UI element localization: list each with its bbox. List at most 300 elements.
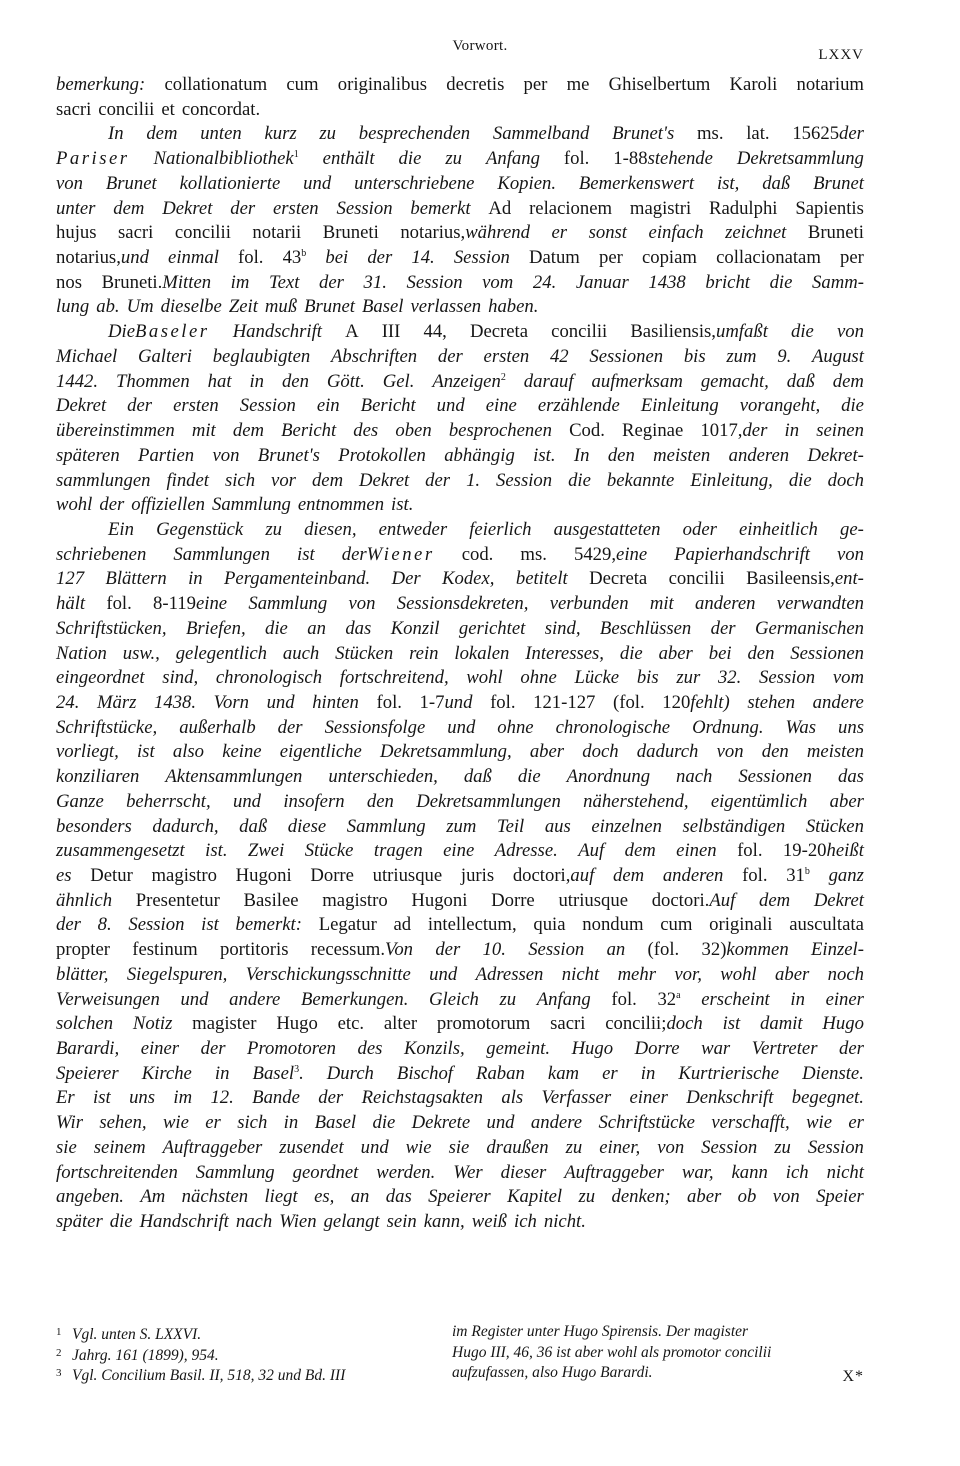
word-text: Session bbox=[453, 247, 510, 269]
text-line bbox=[56, 1136, 864, 1161]
word-text: 12. bbox=[210, 1087, 234, 1109]
word-text: sehen, bbox=[99, 1112, 147, 1134]
word-text: Session bbox=[701, 1136, 758, 1158]
word-text: hat bbox=[207, 370, 232, 392]
word-text: Der bbox=[391, 568, 421, 590]
word bbox=[469, 518, 531, 543]
word-text: der bbox=[200, 1038, 226, 1060]
word bbox=[384, 1012, 417, 1037]
word-text: in bbox=[640, 1062, 656, 1084]
word bbox=[131, 493, 205, 518]
word bbox=[304, 518, 356, 543]
word-text: des bbox=[353, 420, 379, 442]
word-text: und bbox=[180, 988, 209, 1010]
word bbox=[641, 394, 719, 419]
word-text: von bbox=[212, 444, 240, 466]
footnote-marker: b bbox=[804, 866, 810, 877]
word-text: andere bbox=[530, 1112, 583, 1134]
word bbox=[650, 592, 674, 617]
word-text: 43 bbox=[282, 247, 302, 269]
word bbox=[630, 320, 768, 345]
word-text: zu bbox=[578, 1186, 596, 1208]
word bbox=[210, 1086, 233, 1111]
word bbox=[141, 1037, 179, 1062]
word bbox=[472, 1210, 507, 1235]
word-text: er bbox=[602, 1062, 618, 1084]
text-line bbox=[56, 295, 864, 320]
word-text: Kopien. bbox=[497, 172, 557, 194]
word-text: dieselbe bbox=[160, 296, 222, 318]
word-text: 1442. bbox=[56, 370, 99, 392]
word-text: März bbox=[96, 691, 137, 713]
text-line bbox=[56, 666, 864, 691]
word bbox=[116, 370, 190, 395]
word-text: keine bbox=[222, 741, 262, 763]
word bbox=[709, 642, 732, 667]
word-text: an bbox=[350, 1186, 370, 1208]
word bbox=[676, 839, 716, 864]
word-text: per bbox=[598, 247, 623, 269]
word bbox=[56, 567, 84, 592]
word-text: festinum bbox=[132, 939, 198, 961]
word-text: Dekret bbox=[359, 469, 410, 491]
word-text: vorliegt, bbox=[56, 741, 119, 763]
word bbox=[839, 1037, 864, 1062]
text-line bbox=[56, 815, 864, 840]
word-text: Sessionen bbox=[790, 642, 864, 664]
word-text: Basiliensis, bbox=[630, 321, 716, 343]
text-line bbox=[56, 320, 864, 345]
word bbox=[447, 716, 475, 741]
word bbox=[701, 988, 770, 1013]
word bbox=[520, 666, 556, 691]
word bbox=[660, 913, 692, 938]
word bbox=[578, 839, 604, 864]
word bbox=[762, 740, 789, 765]
word-text: hält bbox=[56, 593, 86, 615]
word bbox=[397, 592, 529, 617]
text-line bbox=[56, 864, 864, 889]
word bbox=[435, 938, 460, 963]
word-text: dadurch bbox=[636, 741, 699, 763]
word bbox=[372, 1111, 395, 1136]
word bbox=[723, 1012, 741, 1037]
word-text: mit bbox=[649, 593, 674, 615]
word-text: er bbox=[551, 222, 568, 244]
word-text: Barardi, bbox=[56, 1038, 120, 1060]
word bbox=[591, 815, 662, 840]
word-text: oder bbox=[682, 518, 717, 540]
word bbox=[154, 147, 299, 172]
word bbox=[488, 197, 511, 222]
word-text: von bbox=[716, 741, 744, 763]
word bbox=[538, 394, 620, 419]
word-text: das bbox=[385, 1186, 412, 1208]
word-text: wie bbox=[405, 1136, 432, 1158]
word bbox=[391, 617, 440, 642]
word-text: Text bbox=[268, 271, 300, 293]
word-text: Schriftstücken, bbox=[56, 617, 167, 639]
word-text: ist bbox=[136, 741, 155, 763]
word-text: Brunet bbox=[105, 172, 157, 194]
word-text: Kirche bbox=[141, 1062, 192, 1084]
word-text: verlassen bbox=[410, 296, 482, 318]
word-text: 14. bbox=[411, 247, 435, 269]
word-text: Abschriften bbox=[331, 345, 418, 367]
word-text: einfach bbox=[648, 222, 704, 244]
word bbox=[231, 271, 250, 296]
word bbox=[740, 394, 820, 419]
word-text: fol. bbox=[737, 840, 763, 862]
word-text: aber bbox=[775, 963, 810, 985]
word-text: unterschieden, bbox=[328, 766, 438, 788]
text-line bbox=[56, 938, 864, 963]
word-text: zeichnet bbox=[725, 222, 787, 244]
footnote-marker: 3 bbox=[294, 1063, 300, 1075]
word-text: auch bbox=[282, 642, 320, 664]
word bbox=[318, 1086, 343, 1111]
word bbox=[802, 1062, 864, 1087]
word-text: zu bbox=[445, 148, 462, 170]
text-line bbox=[56, 394, 864, 419]
word-text: der bbox=[838, 1038, 864, 1060]
word bbox=[726, 345, 756, 370]
word bbox=[729, 444, 790, 469]
word bbox=[201, 1037, 226, 1062]
word bbox=[126, 790, 211, 815]
word bbox=[530, 740, 564, 765]
word bbox=[362, 1086, 483, 1111]
word-text: die bbox=[769, 271, 793, 293]
word bbox=[113, 197, 144, 222]
word-text: originali bbox=[709, 914, 773, 936]
word bbox=[222, 740, 261, 765]
word-text: meisten bbox=[653, 444, 711, 466]
word-text: doctori. bbox=[651, 889, 710, 911]
word-text: Gleich bbox=[429, 988, 479, 1010]
word bbox=[303, 172, 331, 197]
word-text: Teil bbox=[496, 815, 525, 837]
word-text: einzelnen bbox=[591, 815, 662, 837]
text-line bbox=[56, 419, 864, 444]
word-text: Dekret- bbox=[807, 444, 864, 466]
word-text: der bbox=[437, 345, 463, 367]
word-text: gerichtet bbox=[458, 617, 526, 639]
word-text: tragen bbox=[373, 840, 423, 862]
word-text: lat. bbox=[746, 123, 770, 145]
word bbox=[118, 221, 153, 246]
text-line bbox=[56, 1012, 864, 1037]
word bbox=[56, 1012, 113, 1037]
text-line bbox=[56, 98, 864, 123]
word bbox=[179, 716, 255, 741]
word bbox=[110, 1210, 133, 1235]
word bbox=[56, 1136, 77, 1161]
word bbox=[684, 345, 706, 370]
word-text: cod. bbox=[461, 543, 494, 565]
word bbox=[152, 864, 217, 889]
word bbox=[676, 666, 700, 691]
word-text: in bbox=[784, 420, 800, 442]
word bbox=[213, 345, 311, 370]
word-text: Galteri bbox=[137, 345, 192, 367]
word-text: der bbox=[710, 617, 736, 639]
word-text: feierlich bbox=[469, 518, 532, 540]
word-text: insofern bbox=[283, 790, 345, 812]
word-text: III bbox=[381, 321, 401, 343]
word-text: dem bbox=[613, 865, 645, 886]
text-line bbox=[56, 271, 864, 296]
word bbox=[682, 815, 785, 840]
word-fragment: und bbox=[444, 691, 473, 713]
word bbox=[233, 419, 264, 444]
word-text: ms. bbox=[520, 543, 547, 565]
word-text: Germanischen bbox=[754, 617, 864, 639]
word-text: 8-119 bbox=[153, 593, 196, 615]
word-text: Aktensammlungen bbox=[165, 766, 303, 788]
word-text: per bbox=[840, 247, 864, 269]
word-text: Brunet bbox=[813, 172, 864, 194]
word bbox=[264, 122, 296, 147]
word-text: Nation bbox=[56, 642, 107, 664]
word bbox=[56, 592, 85, 617]
word-text: concordat. bbox=[181, 98, 261, 120]
word bbox=[236, 1210, 272, 1235]
word-text: Pariser bbox=[56, 148, 130, 170]
word-text: juris bbox=[460, 865, 495, 886]
word-text: concilii bbox=[668, 568, 725, 590]
word bbox=[652, 889, 736, 914]
word-text: hinten bbox=[312, 691, 359, 713]
word-text: von bbox=[772, 1186, 800, 1208]
word bbox=[829, 864, 864, 889]
word bbox=[293, 1161, 359, 1186]
word bbox=[212, 444, 239, 469]
word bbox=[690, 469, 773, 494]
word-text: bis bbox=[636, 667, 659, 689]
word bbox=[325, 716, 426, 741]
word-text: vom bbox=[832, 667, 864, 689]
word-text: cum bbox=[286, 74, 319, 95]
word bbox=[717, 172, 739, 197]
word-text: concilii bbox=[551, 321, 608, 343]
word-text: ich bbox=[514, 1211, 537, 1233]
word-text: sind, bbox=[162, 667, 199, 689]
word bbox=[682, 1161, 714, 1186]
word-text: aber bbox=[829, 790, 864, 812]
word bbox=[358, 1037, 383, 1062]
word-text: decretis bbox=[446, 74, 505, 95]
word bbox=[108, 122, 124, 147]
word-text: Anordnung bbox=[566, 766, 651, 788]
word-text: Konzil bbox=[390, 617, 440, 639]
word-text: diesen, bbox=[304, 518, 357, 540]
word bbox=[669, 567, 725, 592]
word-fragment: fehlt) bbox=[690, 691, 730, 713]
word bbox=[657, 1136, 684, 1161]
footnote-marker: 2 bbox=[500, 371, 506, 383]
word-text: quia bbox=[533, 914, 566, 936]
word-text: Adresse. bbox=[494, 840, 558, 862]
word bbox=[837, 543, 864, 568]
word-text: Beschlüssen bbox=[599, 617, 692, 639]
word bbox=[229, 295, 258, 320]
word bbox=[711, 1111, 789, 1136]
word-fragment: eine bbox=[195, 593, 228, 615]
word bbox=[491, 889, 535, 914]
word bbox=[446, 73, 504, 98]
word bbox=[739, 518, 818, 543]
text-line bbox=[56, 592, 864, 617]
word bbox=[138, 345, 192, 370]
word bbox=[501, 1161, 547, 1186]
word bbox=[701, 1037, 730, 1062]
word bbox=[582, 740, 618, 765]
word-text: zu bbox=[565, 1136, 583, 1158]
word-text: besprochenen bbox=[448, 420, 552, 442]
word-text: cum bbox=[660, 914, 693, 936]
word-text: Bruneti bbox=[807, 222, 864, 244]
word-text: die bbox=[372, 1112, 396, 1134]
word bbox=[276, 1012, 318, 1037]
word-text: 8. bbox=[97, 914, 112, 936]
footnote-marker: 1 bbox=[293, 149, 299, 161]
word bbox=[307, 617, 326, 642]
word bbox=[674, 963, 702, 988]
word-text: liegt bbox=[264, 1186, 298, 1208]
word-text: originalibus bbox=[337, 74, 428, 95]
word bbox=[787, 370, 815, 395]
word-text: die bbox=[398, 148, 422, 170]
word-text: ohne bbox=[497, 716, 534, 738]
word-text: magistri bbox=[629, 197, 692, 219]
word-text: der bbox=[127, 395, 153, 417]
word bbox=[238, 246, 263, 271]
footnote-text: Jahrg. 161 (1899), 954. bbox=[72, 1346, 219, 1364]
word bbox=[128, 913, 184, 938]
word bbox=[108, 320, 210, 345]
word bbox=[123, 642, 160, 667]
word-text: schriebenen bbox=[56, 543, 147, 565]
word bbox=[176, 642, 267, 667]
word bbox=[572, 1037, 614, 1062]
word bbox=[411, 889, 467, 914]
text-line bbox=[56, 122, 864, 147]
word bbox=[146, 122, 177, 147]
text-line bbox=[56, 567, 864, 592]
word bbox=[453, 1161, 482, 1186]
word-text: Reginae bbox=[622, 420, 684, 442]
word bbox=[338, 73, 427, 98]
word bbox=[828, 963, 864, 988]
word-text: ad bbox=[393, 914, 412, 936]
word-text: den bbox=[607, 444, 635, 466]
word bbox=[444, 444, 515, 469]
word-text: Bruneti bbox=[322, 222, 379, 244]
word-fragment: ent- bbox=[834, 568, 864, 590]
word-fragment: doch bbox=[666, 1013, 703, 1035]
word-text: Ad bbox=[488, 197, 512, 219]
word bbox=[163, 1111, 189, 1136]
text-line bbox=[56, 765, 864, 790]
word bbox=[56, 1086, 75, 1111]
word-text: in bbox=[283, 1112, 299, 1134]
word-text: andere bbox=[229, 988, 281, 1010]
word bbox=[607, 938, 626, 963]
word-text: ist bbox=[297, 543, 315, 565]
word bbox=[524, 370, 574, 395]
word bbox=[602, 1062, 618, 1087]
word-text: nach bbox=[235, 1211, 273, 1233]
word-fragment: umfaßt bbox=[715, 321, 768, 343]
word bbox=[56, 73, 145, 98]
word-text: daß bbox=[786, 370, 815, 392]
word-text: Brunet's bbox=[612, 123, 675, 145]
word-text: in bbox=[214, 1062, 230, 1084]
word-text: In bbox=[108, 123, 124, 145]
word bbox=[482, 271, 513, 296]
word-text: und bbox=[303, 172, 332, 194]
word-text: Session bbox=[128, 914, 185, 936]
word bbox=[338, 444, 426, 469]
word-text: Verschickungsschnitte bbox=[245, 963, 411, 985]
word bbox=[737, 839, 762, 864]
word-text: Legatur bbox=[318, 914, 377, 936]
word-text: Sammelband bbox=[492, 123, 590, 145]
word-text: die bbox=[109, 1211, 133, 1233]
word bbox=[283, 790, 344, 815]
footnote-number: 1 bbox=[56, 1326, 62, 1338]
word bbox=[786, 716, 816, 741]
word bbox=[641, 1062, 656, 1087]
word-text: und bbox=[232, 790, 262, 812]
word-text: und bbox=[429, 963, 458, 985]
word bbox=[225, 469, 255, 494]
word bbox=[180, 988, 208, 1013]
word bbox=[319, 122, 336, 147]
word-text: gelangt bbox=[323, 1211, 380, 1233]
word bbox=[56, 271, 82, 296]
word-text: sacri bbox=[118, 222, 154, 244]
word bbox=[319, 913, 377, 938]
word-text: eigentliche bbox=[279, 741, 362, 763]
text-line bbox=[56, 1062, 864, 1087]
word-text: einheitlich bbox=[739, 518, 818, 540]
word bbox=[224, 567, 370, 592]
word bbox=[233, 790, 261, 815]
word-text: notarius, bbox=[56, 247, 121, 269]
word bbox=[56, 172, 83, 197]
word bbox=[327, 1062, 374, 1087]
word bbox=[589, 345, 663, 370]
word bbox=[182, 98, 260, 123]
text-line bbox=[56, 839, 864, 864]
word bbox=[56, 765, 139, 790]
word-text: der bbox=[230, 197, 256, 219]
word bbox=[486, 1037, 550, 1062]
word bbox=[454, 246, 510, 271]
word bbox=[247, 1037, 336, 1062]
word-text: Speierer bbox=[56, 1062, 119, 1084]
text-line bbox=[56, 642, 864, 667]
word bbox=[828, 469, 864, 494]
word bbox=[605, 1012, 703, 1037]
text-line bbox=[56, 370, 864, 395]
word bbox=[233, 320, 322, 345]
word bbox=[99, 493, 124, 518]
word-text: dadurch, bbox=[152, 815, 219, 837]
word-text: intellectum, bbox=[427, 914, 517, 936]
